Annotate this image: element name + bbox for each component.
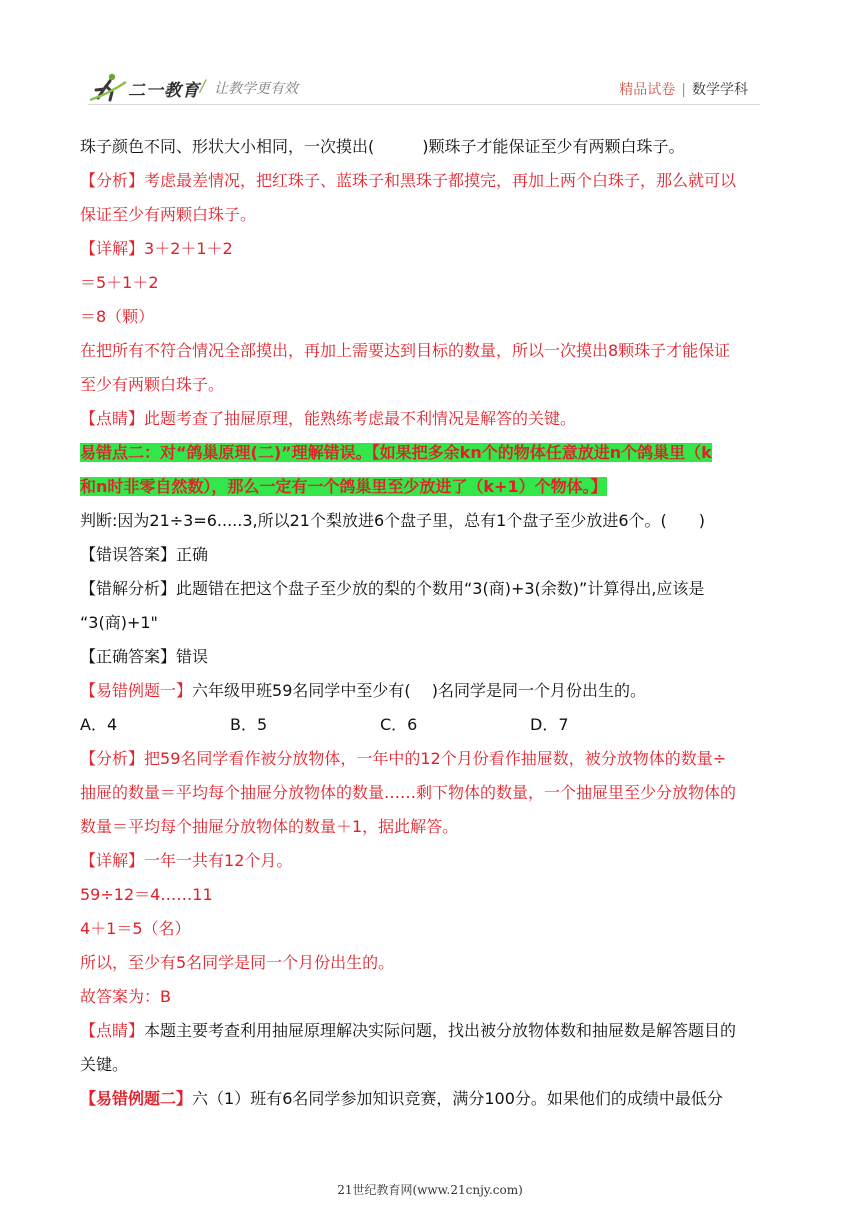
error-point-rule: 【如果把多余kn个的物体任意放进n个鸽巢里（k [371, 443, 712, 462]
detail-step-1: ＝5＋1＋2 [80, 273, 159, 292]
example-1-analysis-3: 数量＝平均每个抽屉分放物体的数量＋1，据此解答。 [80, 817, 459, 836]
analysis-label: 【分析】 [80, 171, 145, 190]
example-1-detail-3: 4＋1＝5（名） [80, 919, 191, 938]
analysis-line-2: 保证至少有两颗白珠子。 [80, 205, 257, 224]
option-a: A．4 [80, 715, 118, 734]
page-footer: 21世纪教育网(www.21cnjy.com) [337, 1183, 523, 1197]
detail-line: 【详解】3＋2＋1＋2 [80, 239, 233, 258]
tag-divider: | [681, 82, 686, 98]
error-point-rule-2: 和n时非零自然数），那么一定有一个鸽巢里至少放进了（k+1）个物体。】 [80, 477, 607, 496]
correct-answer-line: 【正确答案】错误 [80, 647, 209, 666]
judge-question: 判断:因为21÷3=6.....3,所以21个梨放进6个盘子里，总有1个盘子至少放进6个。( ) [80, 511, 706, 530]
example-1-options [80, 708, 785, 742]
analysis-line: 【分析】考虑最差情况，把红珠子、蓝珠子和黑珠子都摸完，再加上两个白珠子，那么就可以 [80, 171, 737, 190]
detail-label: 【详解】 [80, 239, 145, 258]
brand-separator: / [200, 76, 206, 95]
explanation-line-1: 在把所有不符合情况全部摸出，再加上需要达到目标的数量，所以一次摸出8颗珠子才能保证 [80, 341, 731, 360]
example-1-detail: 【详解】一年一共有12个月。 [80, 851, 293, 870]
example-1-analysis-label: 【分析】 [80, 749, 145, 768]
brand-name: 二一教育 [128, 81, 200, 101]
example-2-label: 【易错例题二】 [80, 1089, 193, 1108]
brand-slogan: 让教学更有效 [214, 81, 298, 97]
example-1-point-2: 关键。 [80, 1055, 129, 1074]
example-1-point-label: 【点睛】 [80, 1021, 145, 1040]
running-man-logo-icon [88, 72, 128, 104]
example-2-question: 【易错例题二】六（1）班有6名同学参加知识竞赛，满分100分。如果他们的成绩中最低分 [80, 1089, 723, 1108]
wrong-answer-label: 【错误答案】 [80, 545, 177, 564]
example-1-question: 【易错例题一】六年级甲班59名同学中至少有( )名同学是同一个月份出生的。 [80, 681, 646, 700]
example-1-analysis-2: 抽屉的数量＝平均每个抽屉分放物体的数量……剩下物体的数量，一个抽屉里至少分放物体的 [80, 783, 737, 802]
error-analysis-line: 【错解分析】此题错在把这个盘子至少放的梨的个数用“3(商)+3(余数)”计算得出,应该是 [80, 579, 705, 598]
example-1-point: 【点睛】本题主要考查利用抽屉原理解决实际问题，找出被分放物体数和抽屉数是解答题目的 [80, 1021, 737, 1040]
example-1-analysis: 【分析】把59名同学看作被分放物体，一年中的12个月份看作抽屉数，被分放物体的数量÷ [80, 749, 727, 768]
header-tags [619, 79, 748, 99]
error-analysis-line-2: “3(商)+1" [80, 613, 158, 632]
example-1-answer: 故答案为：B [80, 987, 171, 1006]
option-d: D．7 [530, 715, 569, 734]
document-body [80, 130, 785, 1116]
example-1-detail-2: 59÷12＝4……11 [80, 885, 213, 904]
option-b: B．5 [230, 715, 268, 734]
example-1-detail-label: 【详解】 [80, 851, 145, 870]
example-1-detail-4: 所以，至少有5名同学是同一个月份出生的。 [80, 953, 395, 972]
header-divider [88, 104, 760, 105]
page-header [88, 72, 788, 106]
correct-answer-label: 【正确答案】 [80, 647, 177, 666]
wrong-answer-line: 【错误答案】正确 [80, 545, 209, 564]
key-point-line: 【点睛】此题考查了抽屉原理，能熟练考虑最不利情况是解答的关键。 [80, 409, 577, 428]
key-point-label: 【点睛】 [80, 409, 145, 428]
error-analysis-label: 【错解分析】 [80, 579, 177, 598]
error-point-heading [80, 436, 785, 470]
option-c: C．6 [380, 715, 418, 734]
detail-step-2: ＝8（颗） [80, 307, 155, 326]
example-1-label: 【易错例题一】 [80, 681, 193, 700]
quality-tag: 精品试卷 [619, 82, 676, 98]
question-line: 珠子颜色不同、形状大小相同，一次摸出( )颗珠子才能保证至少有两颗白珠子。 [80, 137, 685, 156]
error-point-title: 易错点二：对“鸽巢原理(二)”理解错误。 [80, 443, 372, 462]
subject-tag: 数学学科 [692, 82, 748, 98]
explanation-line-2: 至少有两颗白珠子。 [80, 375, 225, 394]
